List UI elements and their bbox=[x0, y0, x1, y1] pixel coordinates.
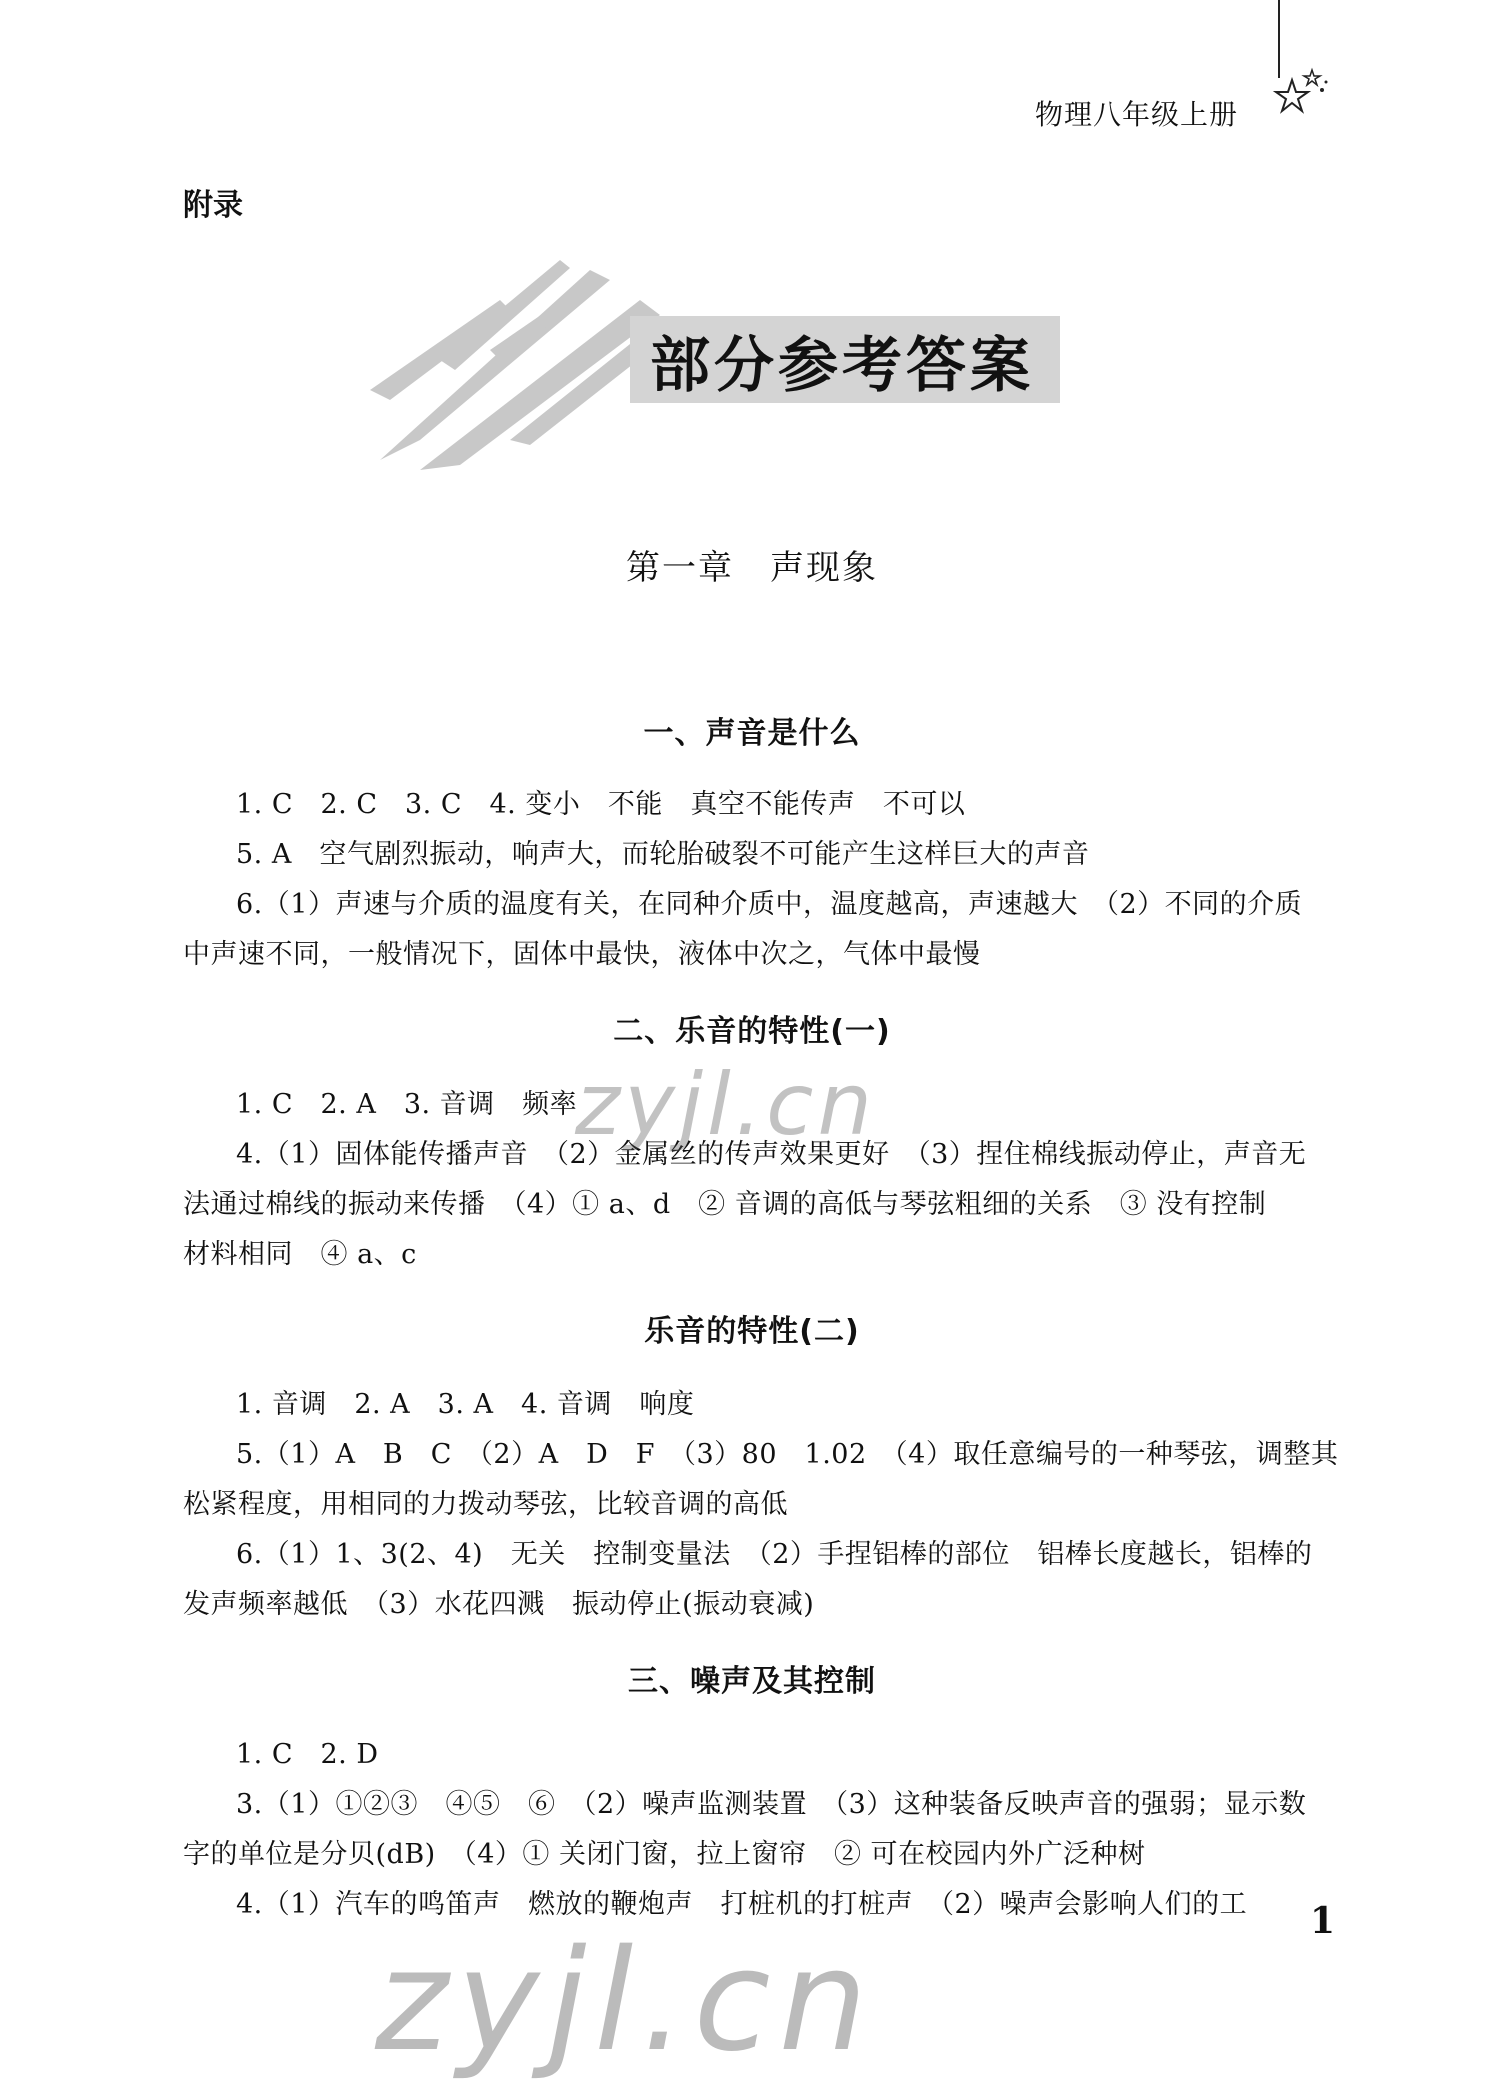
answer-line: 6.（1）1、3(2、4) 无关 控制变量法 （2）手捏铝棒的部位 铝棒长度越长，铝棒的 bbox=[236, 1539, 1313, 1570]
watermark-footer: zyjl.cn bbox=[375, 1920, 876, 2083]
banner-title: 部分参考答案 bbox=[650, 331, 1034, 401]
section-title: 一、声音是什么 bbox=[643, 716, 861, 751]
answer-line: 松紧程度，用相同的力拨动琴弦，比较音调的高低 bbox=[183, 1489, 788, 1520]
appendix-label: 附录 bbox=[183, 188, 243, 223]
answer-line: 材料相同 ④ a、c bbox=[183, 1239, 417, 1270]
section-title: 乐音的特性(二) bbox=[644, 1314, 860, 1349]
stars-icon bbox=[1262, 62, 1332, 132]
book-title: 物理八年级上册 bbox=[1035, 98, 1239, 131]
answer-line: 发声频率越低 （3）水花四溅 振动停止(振动衰减) bbox=[183, 1589, 815, 1620]
page-number: 1 bbox=[1310, 1900, 1336, 1942]
answer-line: 3.（1）①②③ ④⑤ ⑥ （2）噪声监测装置 （3）这种装备反映声音的强弱；显示数 bbox=[236, 1789, 1307, 1820]
answer-line: 5. A 空气剧烈振动，响声大，而轮胎破裂不可能产生这样巨大的声音 bbox=[236, 839, 1090, 870]
answer-line: 5.（1）A B C （2）A D F （3）80 1.02 （4）取任意编号的一种琴弦，调整其 bbox=[236, 1439, 1339, 1470]
answer-line: 中声速不同，一般情况下，固体中最快，液体中次之，气体中最慢 bbox=[183, 939, 981, 970]
answer-line: 1. C 2. C 3. C 4. 变小 不能 真空不能传声 不可以 bbox=[236, 789, 966, 820]
answer-line: 法通过棉线的振动来传播 （4）① a、d ② 音调的高低与琴弦粗细的关系 ③ 没有控制 bbox=[183, 1189, 1267, 1220]
answer-line: 4.（1）固体能传播声音 （2）金属丝的传声效果更好 （3）捏住棉线振动停止，声音无 bbox=[236, 1139, 1307, 1170]
section-title: 二、乐音的特性(一) bbox=[613, 1014, 891, 1049]
watermark-overlay: zyjl.cn bbox=[575, 1055, 876, 1155]
section-title: 三、噪声及其控制 bbox=[628, 1664, 876, 1699]
answer-line: 6.（1）声速与介质的温度有关，在同种介质中，温度越高，声速越大 （2）不同的介质 bbox=[236, 889, 1303, 920]
answer-line: 1. 音调 2. A 3. A 4. 音调 响度 bbox=[236, 1389, 695, 1420]
answer-line: 1. C 2. D bbox=[236, 1739, 379, 1770]
answer-line: 1. C 2. A 3. 音调 频率 bbox=[236, 1089, 578, 1120]
answer-line: 4.（1）汽车的鸣笛声 燃放的鞭炮声 打桩机的打桩声 （2）噪声会影响人们的工 bbox=[236, 1889, 1248, 1920]
chapter-title: 第一章 声现象 bbox=[626, 548, 878, 588]
answer-line: 字的单位是分贝(dB) （4）① 关闭门窗，拉上窗帘 ② 可在校园内外广泛种树 bbox=[183, 1839, 1146, 1870]
